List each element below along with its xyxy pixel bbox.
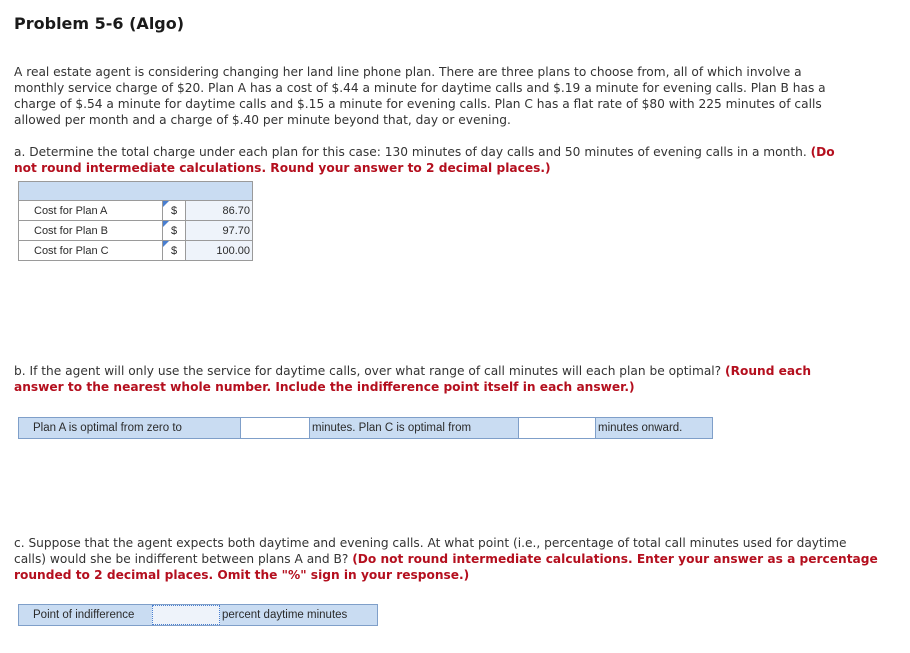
part-c-suffix: percent daytime minutes (222, 609, 348, 621)
plan-a-label: Cost for Plan A (19, 201, 163, 221)
part-b-question (14, 363, 811, 395)
part-b-label-2: minutes. Plan C is optimal from (312, 422, 472, 434)
part-c-question-text: calls) would she be indifferent between plans A and B? (14, 552, 349, 566)
part-c-label: Point of indifference (33, 609, 135, 621)
table-row (19, 221, 253, 241)
part-b-label-3: minutes onward. (598, 422, 683, 434)
part-c-instruction: (Do not round intermediate calculations. Enter your answer as a percentage (352, 552, 878, 566)
problem-title: Problem 5-6 (Algo) (14, 14, 185, 33)
part-a-question (14, 144, 835, 176)
flag-icon (163, 221, 169, 227)
plan-c-label: Cost for Plan C (19, 241, 163, 261)
plan-b-cost-input[interactable]: 97.70 (186, 221, 253, 241)
intro-line: charge of $.54 a minute for daytime calls and $.15 a minute for evening calls. Plan C has a flat rate of $80 with 225 minutes of calls (14, 97, 822, 111)
plan-c-range-input[interactable] (518, 418, 596, 438)
part-c-question (14, 535, 878, 583)
problem-intro (14, 64, 826, 128)
part-c-instruction: rounded to 2 decimal places. Omit the "%" sign in your response.) (14, 568, 470, 582)
table-row (19, 201, 253, 221)
intro-line: monthly service charge of $20. Plan A has a cost of $.44 a minute for daytime calls and $.19 a minute for evening calls. Plan B has a (14, 81, 826, 95)
part-c-question-text: c. Suppose that the agent expects both daytime and evening calls. At what point (i.e., percentage of total call minutes used for daytime (14, 536, 847, 550)
part-c-answer-row (18, 604, 378, 626)
part-a-question-text: a. Determine the total charge under each plan for this case: 130 minutes of day calls and 50 minutes of evening calls in a month. (14, 145, 807, 159)
table-header (19, 182, 253, 201)
table-row (19, 241, 253, 261)
intro-line: A real estate agent is considering changing her land line phone plan. There are three plans to choose from, all of which involve a (14, 65, 802, 79)
plan-a-range-input[interactable] (240, 418, 310, 438)
part-a-answer-table (18, 181, 253, 261)
part-a-instruction: not round intermediate calculations. Round your answer to 2 decimal places.) (14, 161, 551, 175)
part-b-answer-row (18, 417, 713, 439)
currency-cell: $ (163, 201, 186, 221)
flag-icon (163, 241, 169, 247)
part-b-label-1: Plan A is optimal from zero to (33, 422, 182, 434)
part-b-question-text: b. If the agent will only use the service for daytime calls, over what range of call minutes will each plan be optimal? (14, 364, 722, 378)
intro-line: allowed per month and a charge of $.40 per minute beyond that, day or evening. (14, 113, 511, 127)
plan-a-cost-input[interactable]: 86.70 (186, 201, 253, 221)
part-a-instruction: (Do (810, 145, 835, 159)
currency-cell: $ (163, 221, 186, 241)
plan-c-cost-input[interactable]: 100.00 (186, 241, 253, 261)
part-b-instruction: (Round each (725, 364, 812, 378)
plan-b-label: Cost for Plan B (19, 221, 163, 241)
currency-cell: $ (163, 241, 186, 261)
part-b-instruction: answer to the nearest whole number. Include the indifference point itself in each answer.) (14, 380, 635, 394)
flag-icon (163, 201, 169, 207)
indifference-percent-input[interactable] (152, 605, 220, 625)
